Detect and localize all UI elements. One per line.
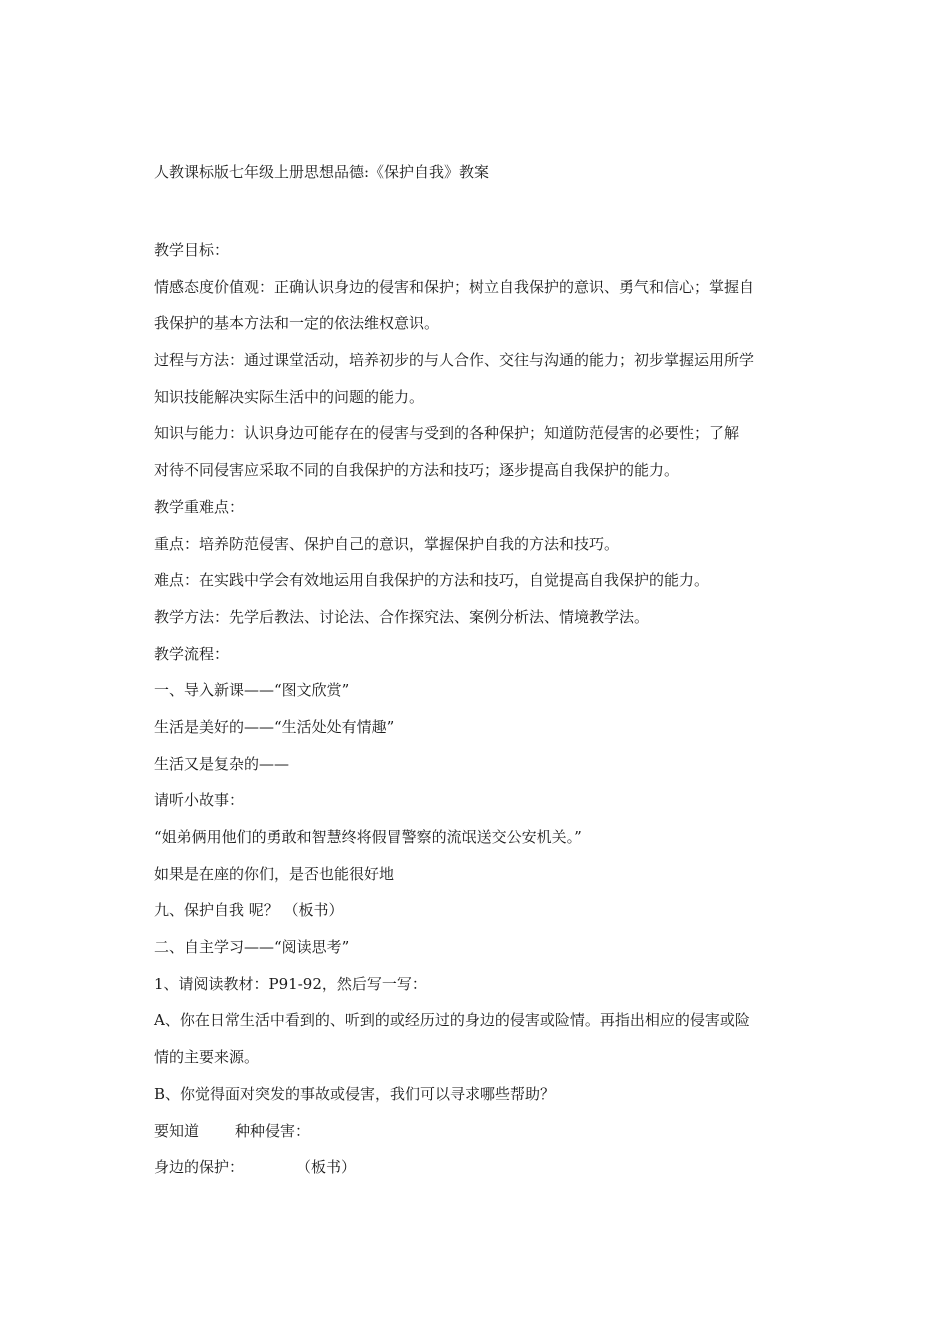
paragraph-line-know [154, 1116, 799, 1153]
paragraph-line: B、你觉得面对突发的事故或侵害，我们可以寻求哪些帮助？ [154, 1084, 556, 1103]
paragraph-line: 二、自主学习——“阅读思考” [154, 938, 350, 957]
section-heading-key-points: 教学重难点： [154, 497, 245, 516]
protect-note: （板书） [296, 1158, 357, 1177]
section-heading-objectives: 教学目标： [154, 241, 230, 259]
paragraph-line-protect [154, 1152, 799, 1189]
paragraph-line: 一、导入新课——“图文欣赏” [154, 681, 350, 700]
know-label: 要知道 [154, 1121, 200, 1140]
paragraph-line: 我保护的基本方法和一定的依法维权意识。 [154, 314, 440, 333]
paragraph-line: 生活是美好的——“生活处处有情趣” [154, 717, 395, 736]
paragraph-line: 知识与能力：认识身边可能存在的侵害与受到的各种保护；知道防范侵害的必要性；了解 [154, 424, 740, 443]
paragraph-line: 请听小故事： [154, 791, 245, 810]
paragraph-line: 过程与方法：通过课堂活动，培养初步的与人合作、交往与沟通的能力；初步掌握运用所学 [154, 351, 755, 370]
paragraph-line: 难点：在实践中学会有效地运用自我保护的方法和技巧，自觉提高自我保护的能力。 [154, 571, 710, 590]
protect-label: 身边的保护： [154, 1158, 245, 1177]
paragraph-line: 如果是在座的你们，是否也能很好地 [154, 864, 395, 883]
paragraph-line: 九、保护自我 呢？ （板书） [154, 901, 344, 920]
paragraph-line: 1、请阅读教材：P91-92，然后写一写： [154, 974, 427, 993]
section-heading-process: 教学流程： [154, 644, 230, 663]
paragraph-line: 生活又是复杂的—— [154, 754, 290, 773]
document-title: 人教课标版七年级上册思想品德:《保护自我》教案 [154, 163, 490, 181]
document-body [154, 235, 799, 1189]
know-value: 种种侵害： [235, 1121, 311, 1140]
paragraph-line: 情感态度价值观：正确认识身边的侵害和保护；树立自我保护的意识、勇气和信心；掌握自 [154, 277, 755, 296]
paragraph-line: 知识技能解决实际生活中的问题的能力。 [154, 387, 425, 406]
paragraph-line: 教学方法：先学后教法、讨论法、合作探究法、案例分析法、情境教学法。 [154, 607, 650, 626]
paragraph-line: “姐弟俩用他们的勇敢和智慧终将假冒警察的流氓送交公安机关。” [154, 828, 582, 846]
paragraph-line: 情的主要来源。 [154, 1048, 260, 1067]
paragraph-line: 对待不同侵害应采取不同的自我保护的方法和技巧；逐步提高自我保护的能力。 [154, 461, 680, 480]
paragraph-line: 重点：培养防范侵害、保护自己的意识，掌握保护自我的方法和技巧。 [154, 534, 620, 553]
paragraph-line: A、你在日常生活中看到的、听到的或经历过的身边的侵害或险情。再指出相应的侵害或险 [154, 1011, 750, 1030]
